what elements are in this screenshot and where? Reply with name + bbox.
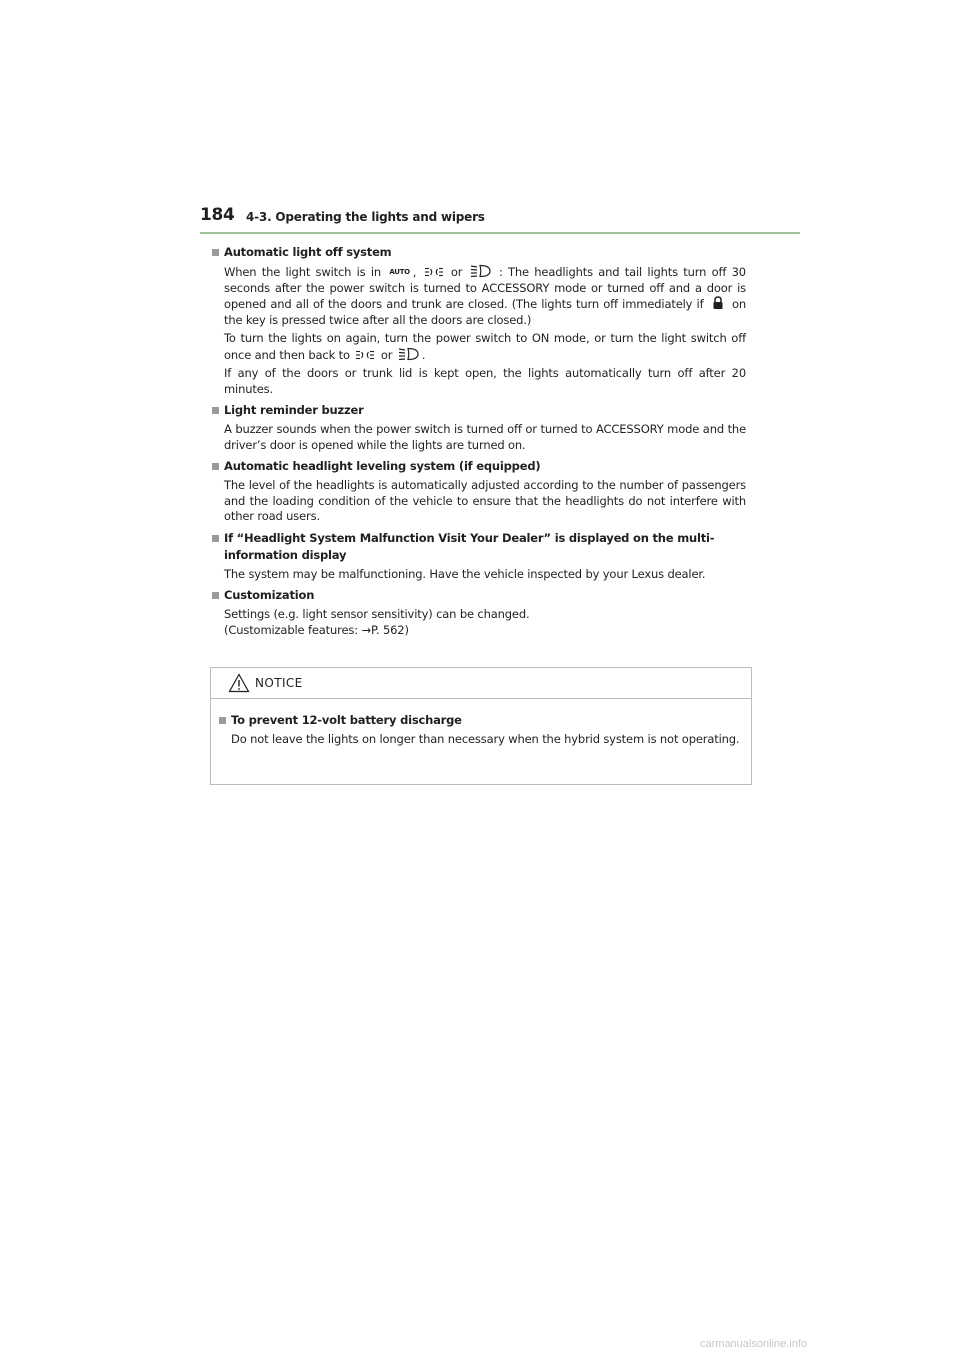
section-title: 4-3. Operating the lights and wipers <box>246 210 485 224</box>
notice-paragraph: Do not leave the lights on longer than necessary when the hybrid system is not operating. <box>231 732 740 746</box>
paragraph <box>210 607 746 638</box>
header-rule <box>200 232 800 234</box>
paragraph: A buzzer sounds when the power switch is turned off or turned to ACCESSORY mode and the driver’s door is opened while the lights are turned on. <box>224 422 746 452</box>
warning-triangle-icon <box>228 673 250 697</box>
section-headlight-leveling <box>210 458 746 525</box>
text: , <box>412 265 417 279</box>
notice-title: NOTICE <box>255 676 303 690</box>
section-heading: Automatic headlight leveling system (if equipped) <box>210 458 746 475</box>
text: Settings (e.g. light sensor sensitivity) can be changed. <box>224 607 530 621</box>
section-heading: Customization <box>210 587 746 604</box>
section-light-reminder-buzzer <box>210 402 746 453</box>
section-malfunction-message <box>210 530 746 583</box>
text: When the light switch is in <box>224 265 382 279</box>
main-content <box>210 244 746 643</box>
paragraph <box>210 264 746 328</box>
text: To turn the lights on again, turn the power switch to ON mode, or turn the light switch off once and then back to <box>224 331 746 362</box>
section-heading: Automatic light off system <box>210 244 746 261</box>
text: . <box>421 347 426 362</box>
section-automatic-light-off <box>210 244 746 397</box>
section-heading: If “Headlight System Malfunction Visit Your Dealer” is displayed on the multi-information display <box>210 530 746 564</box>
headlight-icon <box>398 347 420 361</box>
section-customization <box>210 587 746 638</box>
text: : The headlights and tail lights turn off 30 seconds after the power switch is turned to ACCESSORY mode or turned off and a door is opened and all of the doors and trunk are closed. (The lights turn off immediately if <box>224 265 746 311</box>
notice-heading: To prevent 12-volt battery discharge <box>217 712 743 729</box>
page-number: 184 <box>200 205 235 225</box>
tail-light-icon <box>355 349 375 361</box>
text: or <box>380 347 393 362</box>
text: on the key is pressed twice after all the doors are closed.) <box>224 297 746 327</box>
notice-box <box>210 667 752 785</box>
paragraph: The system may be malfunctioning. Have the vehicle inspected by your Lexus dealer. <box>224 566 706 581</box>
page-reference-link[interactable]: (Customizable features: →P. 562) <box>224 622 409 637</box>
text: or <box>450 265 463 279</box>
paragraph: If any of the doors or trunk lid is kept open, the lights automatically turn off after 20 minutes. <box>224 366 746 396</box>
auto-light-icon: AUTO <box>389 268 410 276</box>
paragraph: The level of the headlights is automatically adjusted according to the number of passengers and the loading condition of the vehicle to ensure that the headlights do not interfere with other road users. <box>224 478 746 523</box>
page-header <box>200 205 800 235</box>
section-heading: Light reminder buzzer <box>210 402 746 419</box>
notice-body <box>217 712 743 748</box>
tail-light-icon <box>424 266 444 278</box>
paragraph <box>210 331 746 363</box>
headlight-icon <box>470 264 492 278</box>
lock-icon <box>710 296 726 310</box>
watermark: carmanualsonline.info <box>700 1338 808 1350</box>
notice-header <box>211 668 751 699</box>
